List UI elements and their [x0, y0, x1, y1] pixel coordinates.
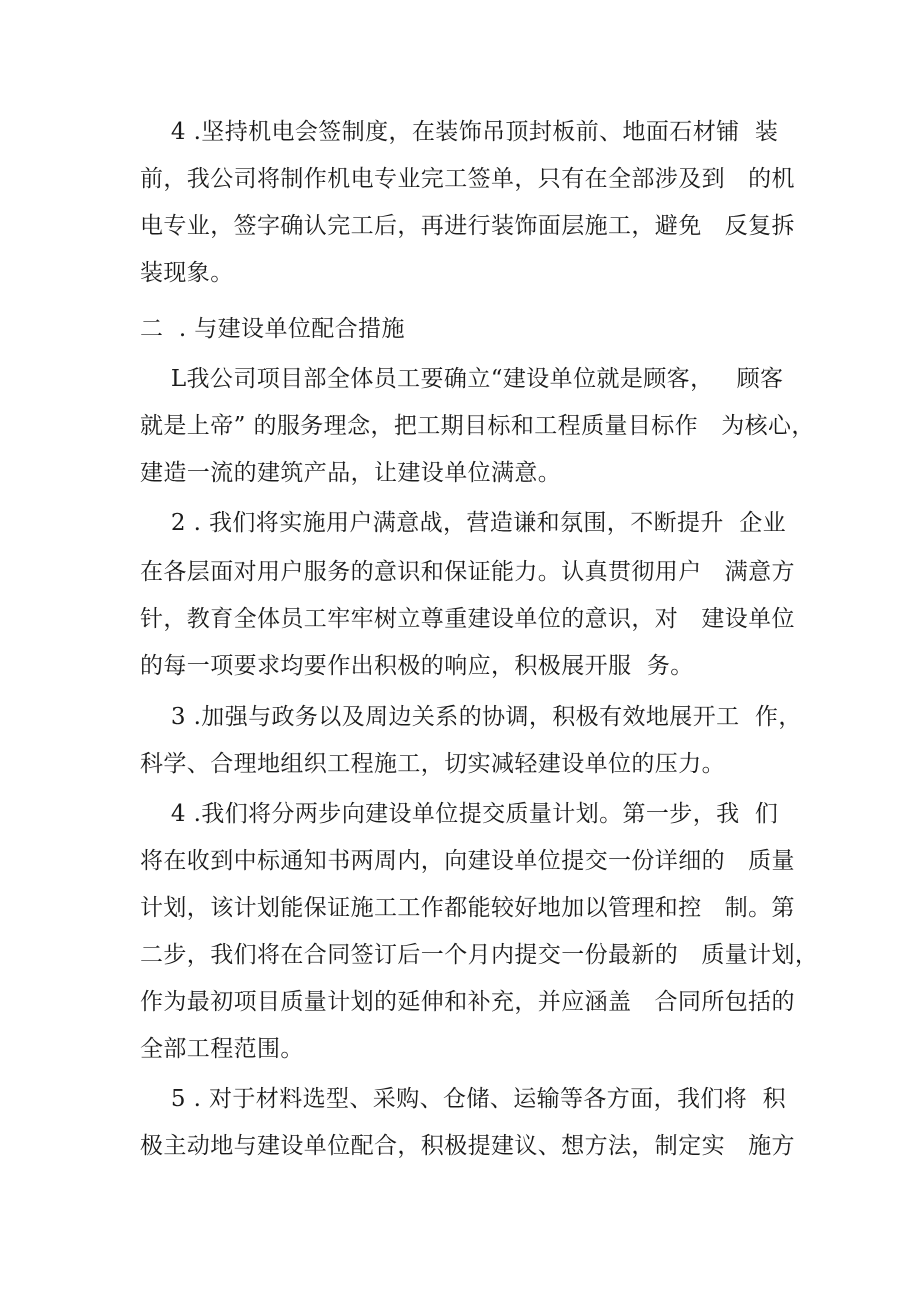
text-line: 针，教育全体员工牢牢树立尊重建设单位的意识，对 建设单位	[140, 606, 795, 632]
text-line: 前，我公司将制作机电专业完工签单，只有在全部涉及到 的机	[140, 166, 795, 192]
text-line: 就是上帝” 的服务理念，把工期目标和工程质量目标作 为核心，	[140, 413, 815, 439]
text-line: 4 .我们将分两步向建设单位提交质量计划。第一步，我 们	[140, 801, 779, 827]
text-line: 3 .加强与政务以及周边关系的协调，积极有效地展开工 作，	[140, 704, 802, 730]
text-line: 极主动地与建设单位配合，积极提建议、想方法，制定实 施方	[140, 1133, 795, 1159]
text-line: 2 . 我们将实施用户满意战，营造谦和氛围，不断提升 企业	[140, 510, 787, 536]
text-line: 建造一流的建筑产品，让建设单位满意。	[140, 460, 562, 486]
text-line: 的每一项要求均要作出积极的响应，积极展开服 务。	[140, 653, 694, 679]
text-line: 4 .坚持机电会签制度，在装饰吊顶封板前、地面石材铺 装	[140, 119, 779, 145]
text-line: 作为最初项目质量计划的延伸和补充，并应涵盖 合同所包括的	[140, 989, 795, 1015]
text-line: 二步，我们将在合同签订后一个月内提交一份最新的 质量计划，	[140, 942, 819, 968]
text-line: 5 . 对于材料选型、采购、仓储、运输等各方面，我们将 积	[140, 1086, 787, 1112]
text-line: 在各层面对用户服务的意识和保证能力。认真贯彻用户 满意方	[140, 559, 795, 585]
text-line: 全部工程范围。	[140, 1036, 304, 1062]
text-line: 电专业，签字确认完工后，再进行装饰面层施工，避免 反复拆	[140, 213, 795, 239]
text-line: 装现象。	[140, 260, 234, 286]
text-line: 计划，该计划能保证施工工作都能较好地加以管理和控 制。第	[140, 895, 795, 921]
text-line: 科学、合理地组织工程施工，切实减轻建设单位的压力。	[140, 751, 725, 777]
text-line: 将在收到中标通知书两周内，向建设单位提交一份详细的 质量	[140, 848, 795, 874]
section-heading: 二 . 与建设单位配合措施	[140, 316, 405, 342]
text-line: L我公司项目部全体员工要确立“建设单位就是顾客， 顾客	[140, 366, 784, 392]
